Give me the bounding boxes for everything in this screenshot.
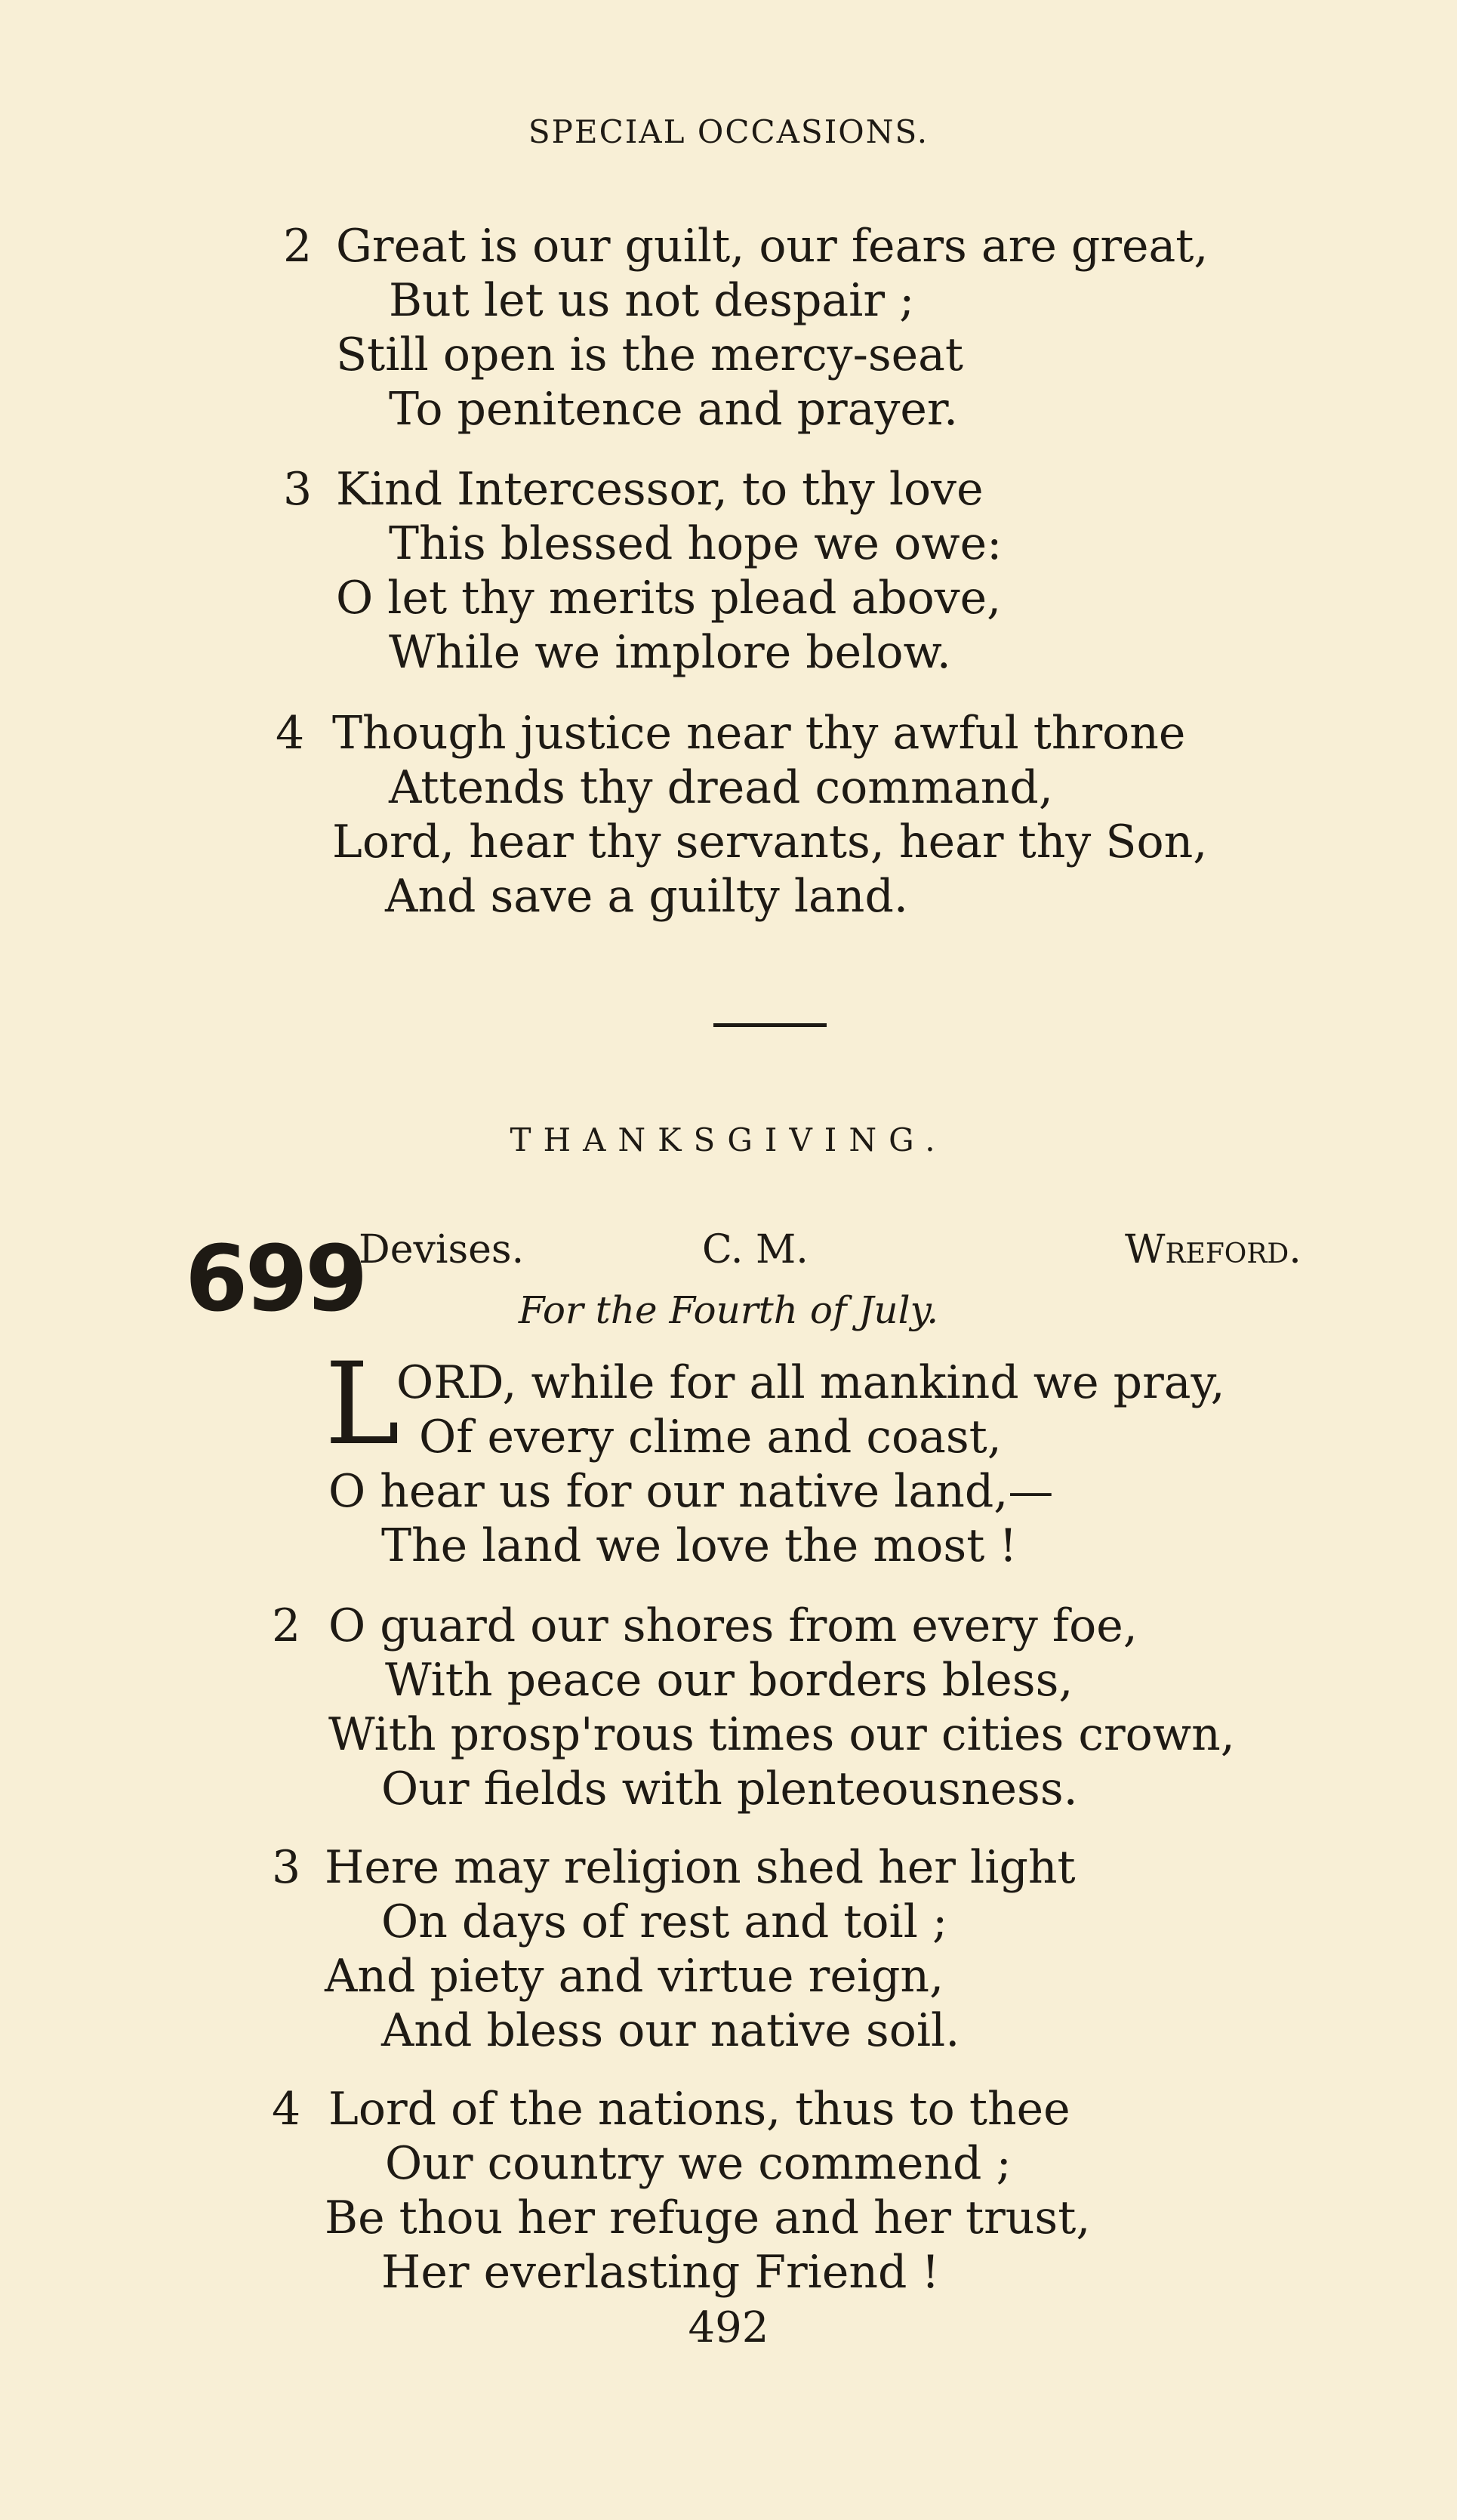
verse-line: With prosp'rous times our cities crown, <box>328 1708 1235 1761</box>
meter: C. M. <box>702 1227 809 1272</box>
verse-line: ORD, while for all mankind we pray, <box>396 1356 1225 1409</box>
verse-line: Kind Intercessor, to thy love <box>336 463 984 516</box>
verse-line: Our fields with plenteousness. <box>381 1763 1078 1815</box>
verse-line: To penitence and prayer. <box>389 383 959 436</box>
stanza-number: 2 <box>283 220 313 273</box>
drop-cap: L <box>325 1339 400 1470</box>
verse-line: Though justice near thy awful throne <box>332 707 1186 760</box>
verse-line: This blessed hope we owe: <box>389 517 1003 570</box>
running-header: SPECIAL OCCASIONS. <box>528 113 929 150</box>
hymn-occasion: For the Fourth of July. <box>518 1288 939 1332</box>
page-number: 492 <box>688 2303 769 2352</box>
section-divider <box>713 1023 827 1027</box>
verse-line: Here may religion shed her light <box>325 1841 1076 1894</box>
verse-line: But let us not despair ; <box>389 274 915 327</box>
verse-line: With peace our borders bless, <box>385 1654 1073 1707</box>
stanza-number: 4 <box>272 2083 301 2136</box>
verse-line: Our country we commend ; <box>385 2137 1012 2190</box>
verse-line: And piety and virtue reign, <box>325 1950 944 2003</box>
stanza-number: 2 <box>272 1599 301 1652</box>
verse-line: And bless our native soil. <box>381 2004 960 2057</box>
verse-line: Attends thy dread command, <box>389 761 1053 814</box>
verse-line: O let thy merits plead above, <box>336 572 1002 625</box>
verse-line: Still open is the mercy-seat <box>336 328 964 381</box>
verse-line: Lord of the nations, thus to thee <box>328 2083 1070 2136</box>
verse-line: Great is our guilt, our fears are great, <box>336 220 1209 273</box>
verse-line: Lord, hear thy servants, hear thy Son, <box>332 816 1208 868</box>
verse-line: While we implore below. <box>389 626 951 679</box>
verse-line: On days of rest and toil ; <box>381 1895 948 1948</box>
stanza-number: 4 <box>276 707 305 760</box>
verse-line: O guard our shores from every foe, <box>328 1599 1138 1652</box>
verse-line: And save a guilty land. <box>385 870 908 923</box>
verse-line: O hear us for our native land,— <box>328 1465 1054 1518</box>
hymn-number: 699 <box>185 1227 365 1332</box>
section-title: THANKSGIVING. <box>510 1121 947 1158</box>
author: Wreford. <box>1125 1227 1301 1272</box>
tune-name: Devises. <box>359 1227 525 1272</box>
verse-line: Her everlasting Friend ! <box>381 2246 940 2299</box>
verse-line: Of every clime and coast, <box>419 1411 1002 1464</box>
stanza-number: 3 <box>272 1841 301 1894</box>
verse-line: The land we love the most ! <box>381 1519 1018 1572</box>
verse-line: Be thou her refuge and her trust, <box>325 2192 1091 2244</box>
stanza-number: 3 <box>283 463 313 516</box>
